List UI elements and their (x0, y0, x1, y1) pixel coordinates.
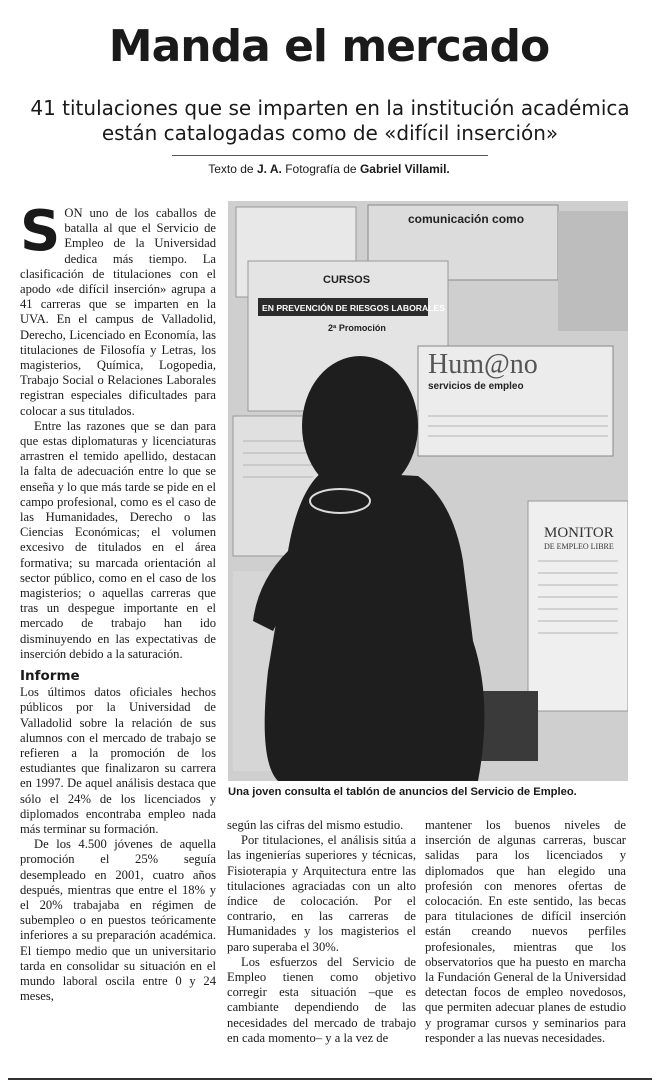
drop-cap: S (20, 199, 61, 264)
paragraph: mantener los buenos niveles de inserción de algunas carreras, buscar salidas para los licenciados y diplomados que han elegido una profesión con menores ofertas de colocación. En este sentido, las becas para titulaciones de difícil inserción están creando nuevos perfiles profesionales, mientras que los observatorios que ha puesto en marcha la Fundación General de la Universidad detectan focos de empleo novedosos, que permiten adecuar planes de estudio y programar cursos y seminarios para responder a las nuevas necesidades. (425, 818, 626, 1045)
author-name: J. A. (256, 162, 282, 176)
subheadline (20, 96, 640, 146)
article-photo (228, 201, 628, 781)
paragraph: Los esfuerzos del Servicio de Empleo tienen como objetivo corregir esta situación –que es cambiante dependiendo de las necesidades del mercado de trabajo en cada momento– y a la vez de (227, 954, 416, 1045)
byline-prefix: Texto de (208, 162, 254, 176)
sign-servicios: servicios de empleo (428, 381, 524, 392)
paragraph (20, 199, 216, 419)
article-column-1 (20, 199, 216, 1004)
sign-riesgos: EN PREVENCIÓN DE RIESGOS LABORALES (262, 303, 445, 313)
paragraph: Por titulaciones, el análisis sitúa a las ingenierías superiores y técnicas, Fisioterapia y Arquitectura entre las titulaciones agraciadas con un alto índice de colocación. Por el contrario, en las carreras de Humanidades y los magisterios el paro superaba el 30%. (227, 833, 416, 954)
sign-monitor: MONITOR (544, 525, 614, 541)
photographer-name: Gabriel Villamil. (359, 162, 450, 176)
byline-rule (172, 155, 488, 156)
article-column-2 (227, 818, 416, 1046)
paragraph: De los 4.500 jóvenes de aquella promoción el 25% seguía desempleado en 2001, cuatro años después, mientras que entre el 18% y el 20% trabajaba en régimen de subempleo o en puestos teóricamente inferiores a su preparación académica. El tiempo medio que un universitario tarda en consolidar su situación en el mundo laboral oscila entre 0 y 24 meses, (20, 837, 216, 1004)
page-bottom-rule (8, 1078, 652, 1080)
subheadline-line-2: están catalogadas como de «difícil inserción» (101, 121, 559, 145)
sign-monitor-sub: DE EMPLEO LIBRE (544, 542, 614, 551)
article-column-3 (425, 818, 626, 1046)
photo-illustration (228, 201, 628, 781)
headline: Manda el mercado (108, 21, 550, 72)
sign-comunicacion: comunicación como (408, 212, 525, 226)
sign-humano: Hum@no (428, 349, 538, 380)
paragraph: según las cifras del mismo estudio. (227, 818, 404, 832)
photo-credit-prefix: Fotografía de (285, 162, 357, 176)
paragraph-text: ON uno de los caballos de batalla al que el Servicio de Empleo de la Universidad dedica más tiempo. La clasificación de titulaciones con el apodo «de difícil inserción» agrupa a 41 carreras que se imparten en la UVA. En el campus de Valladolid, Derecho, Licenciado en Economía, las titulaciones de Filosofía y Letras, los magisterios, Química, Logopedia, Trabajo Social o Relaciones Laborales registran especiales dificultades para colocar a sus titulados. (20, 206, 216, 418)
paragraph: Los últimos datos oficiales hechos públicos por la Universidad de Valladolid sobre la relación de sus alumnos con el mercado de trabajo se refieren a la promoción de los estudiantes que finalizaron su carrera en 1997. De aquel análisis destaca que sólo el 24% de los licenciados y diplomados encontraba empleo nada más terminar su formación. (20, 685, 216, 836)
photo-caption: Una joven consulta el tablón de anuncios del Servicio de Empleo. (228, 786, 577, 798)
paragraph: Entre las razones que se dan para que estas diplomaturas y licenciaturas arrastren el temido apellido, destacan la falta de adecuación entre lo que se enseña y lo que más tarde se pide en el campo profesional, como es el caso de las Humanidades, Derecho o las Ciencias Económicas; el volumen excesivo de titulados en el área formativa; su marcada orientación al sector público, como en el caso de los magisterios; o aquellas carreras que tras un despegue importante en el mercado de trabajo han ido disminuyendo en las expectativas de inserción debido a la saturación. (20, 418, 216, 661)
sign-cursos: CURSOS (323, 274, 371, 286)
sign-promocion: 2ª Promoción (328, 323, 386, 333)
subheadline-line-1: 41 titulaciones que se imparten en la institución académica (30, 96, 630, 120)
section-title: Informe (20, 668, 80, 685)
byline (0, 162, 658, 176)
